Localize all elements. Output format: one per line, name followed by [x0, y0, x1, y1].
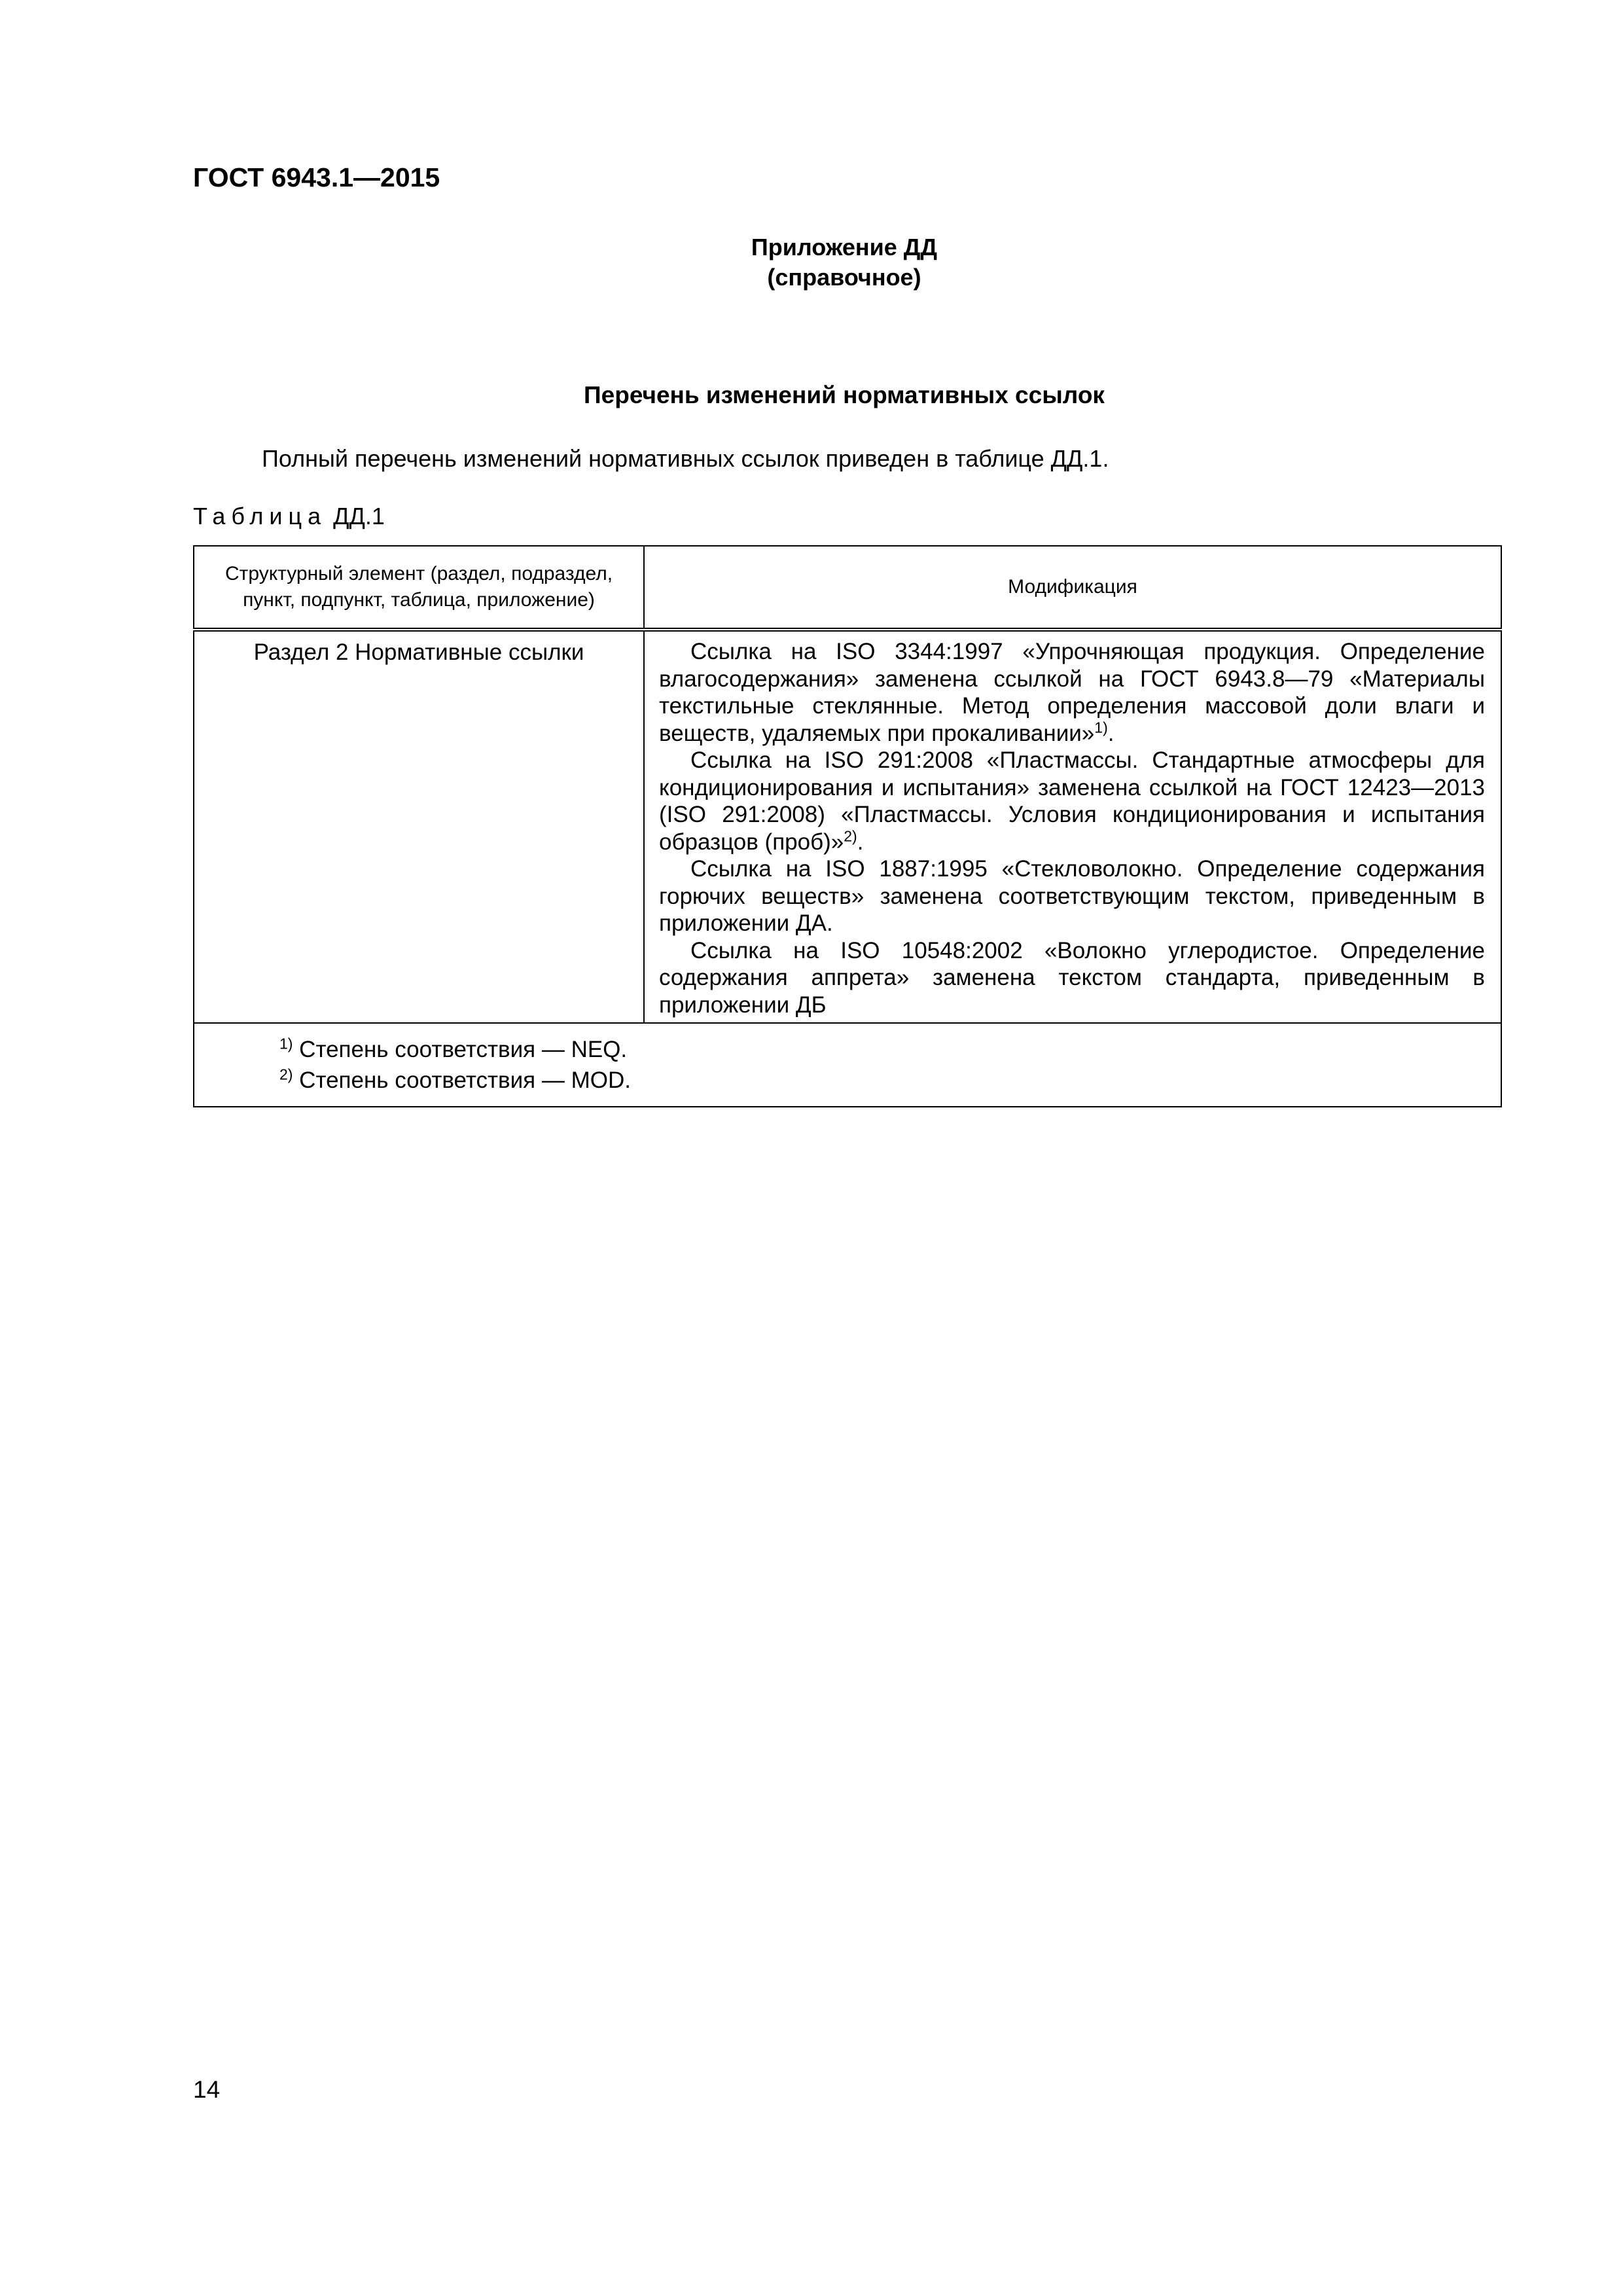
annex-title: Приложение ДД	[751, 234, 938, 260]
annex-subtitle: (справочное)	[767, 264, 921, 291]
modification-item: Ссылка на ISO 1887:1995 «Стекловолокно. Определение содержания горючих веществ» заменена соответствующим текстом, приведенным в приложении ДА.	[659, 856, 1485, 936]
footnote: $^{1)}$ Степень соответствия — NEQ.	[279, 1035, 628, 1062]
document-code: ГОСТ 6943.1—2015	[193, 162, 440, 192]
table-caption-number: ДД.1	[333, 503, 385, 529]
cell-structural-element: Раздел 2 Нормативные ссылки	[194, 630, 644, 1023]
modification-item: Ссылка на ISO 3344:1997 «Упрочняющая продукция. Определение влагосодержания» заменена ссылкой на ГОСТ 6943.8—79 «Материалы текстильные стеклянные. Метод определения массовой доли влаги и веществ, удаляемых при прокаливании»$^{1)}$.	[659, 639, 1485, 746]
modification-item: Ссылка на ISO 291:2008 «Пластмассы. Стандартные атмосферы для кондиционирования и испытания» заменена ссылкой на ГОСТ 12423—2013 (ISO 291:2008) «Пластмассы. Условия кондиционирования и испытания образцов (проб)»$^{2)}$.	[659, 747, 1485, 855]
footnote-ref: 2)	[844, 827, 857, 844]
table-row	[194, 630, 1501, 1023]
page-number: 14	[193, 2076, 221, 2103]
table-notes-row	[194, 1023, 1501, 1107]
header-cell-modification: Модификация	[644, 546, 1501, 630]
footnote-ref: 1)	[1094, 718, 1108, 736]
modification-item: Ссылка на ISO 10548:2002 «Волокно углеродистое. Определение содержания аппрета» заменена текстом стандарта, приведенным в приложении ДБ	[659, 937, 1485, 1018]
references-table	[193, 545, 1502, 1107]
intro-paragraph: Полный перечень изменений нормативных ссылок приведен в таблице ДД.1.	[262, 445, 1109, 472]
table-header-row	[194, 546, 1501, 630]
cell-modification	[644, 630, 1501, 1023]
section-title: Перечень изменений нормативных ссылок	[584, 382, 1105, 408]
table-caption	[193, 503, 385, 530]
table-caption-word: Таблица	[193, 503, 327, 529]
annex-heading	[0, 232, 1623, 293]
header-cell-structural-element	[194, 546, 644, 630]
table-notes	[194, 1023, 1501, 1107]
header-col1-line2: пункт, подпункт, таблица, приложение)	[243, 589, 595, 611]
header-col1-line1: Структурный элемент (раздел, подраздел,	[224, 563, 613, 584]
footnote: $^{2)}$ Степень соответствия — MOD.	[279, 1066, 631, 1093]
